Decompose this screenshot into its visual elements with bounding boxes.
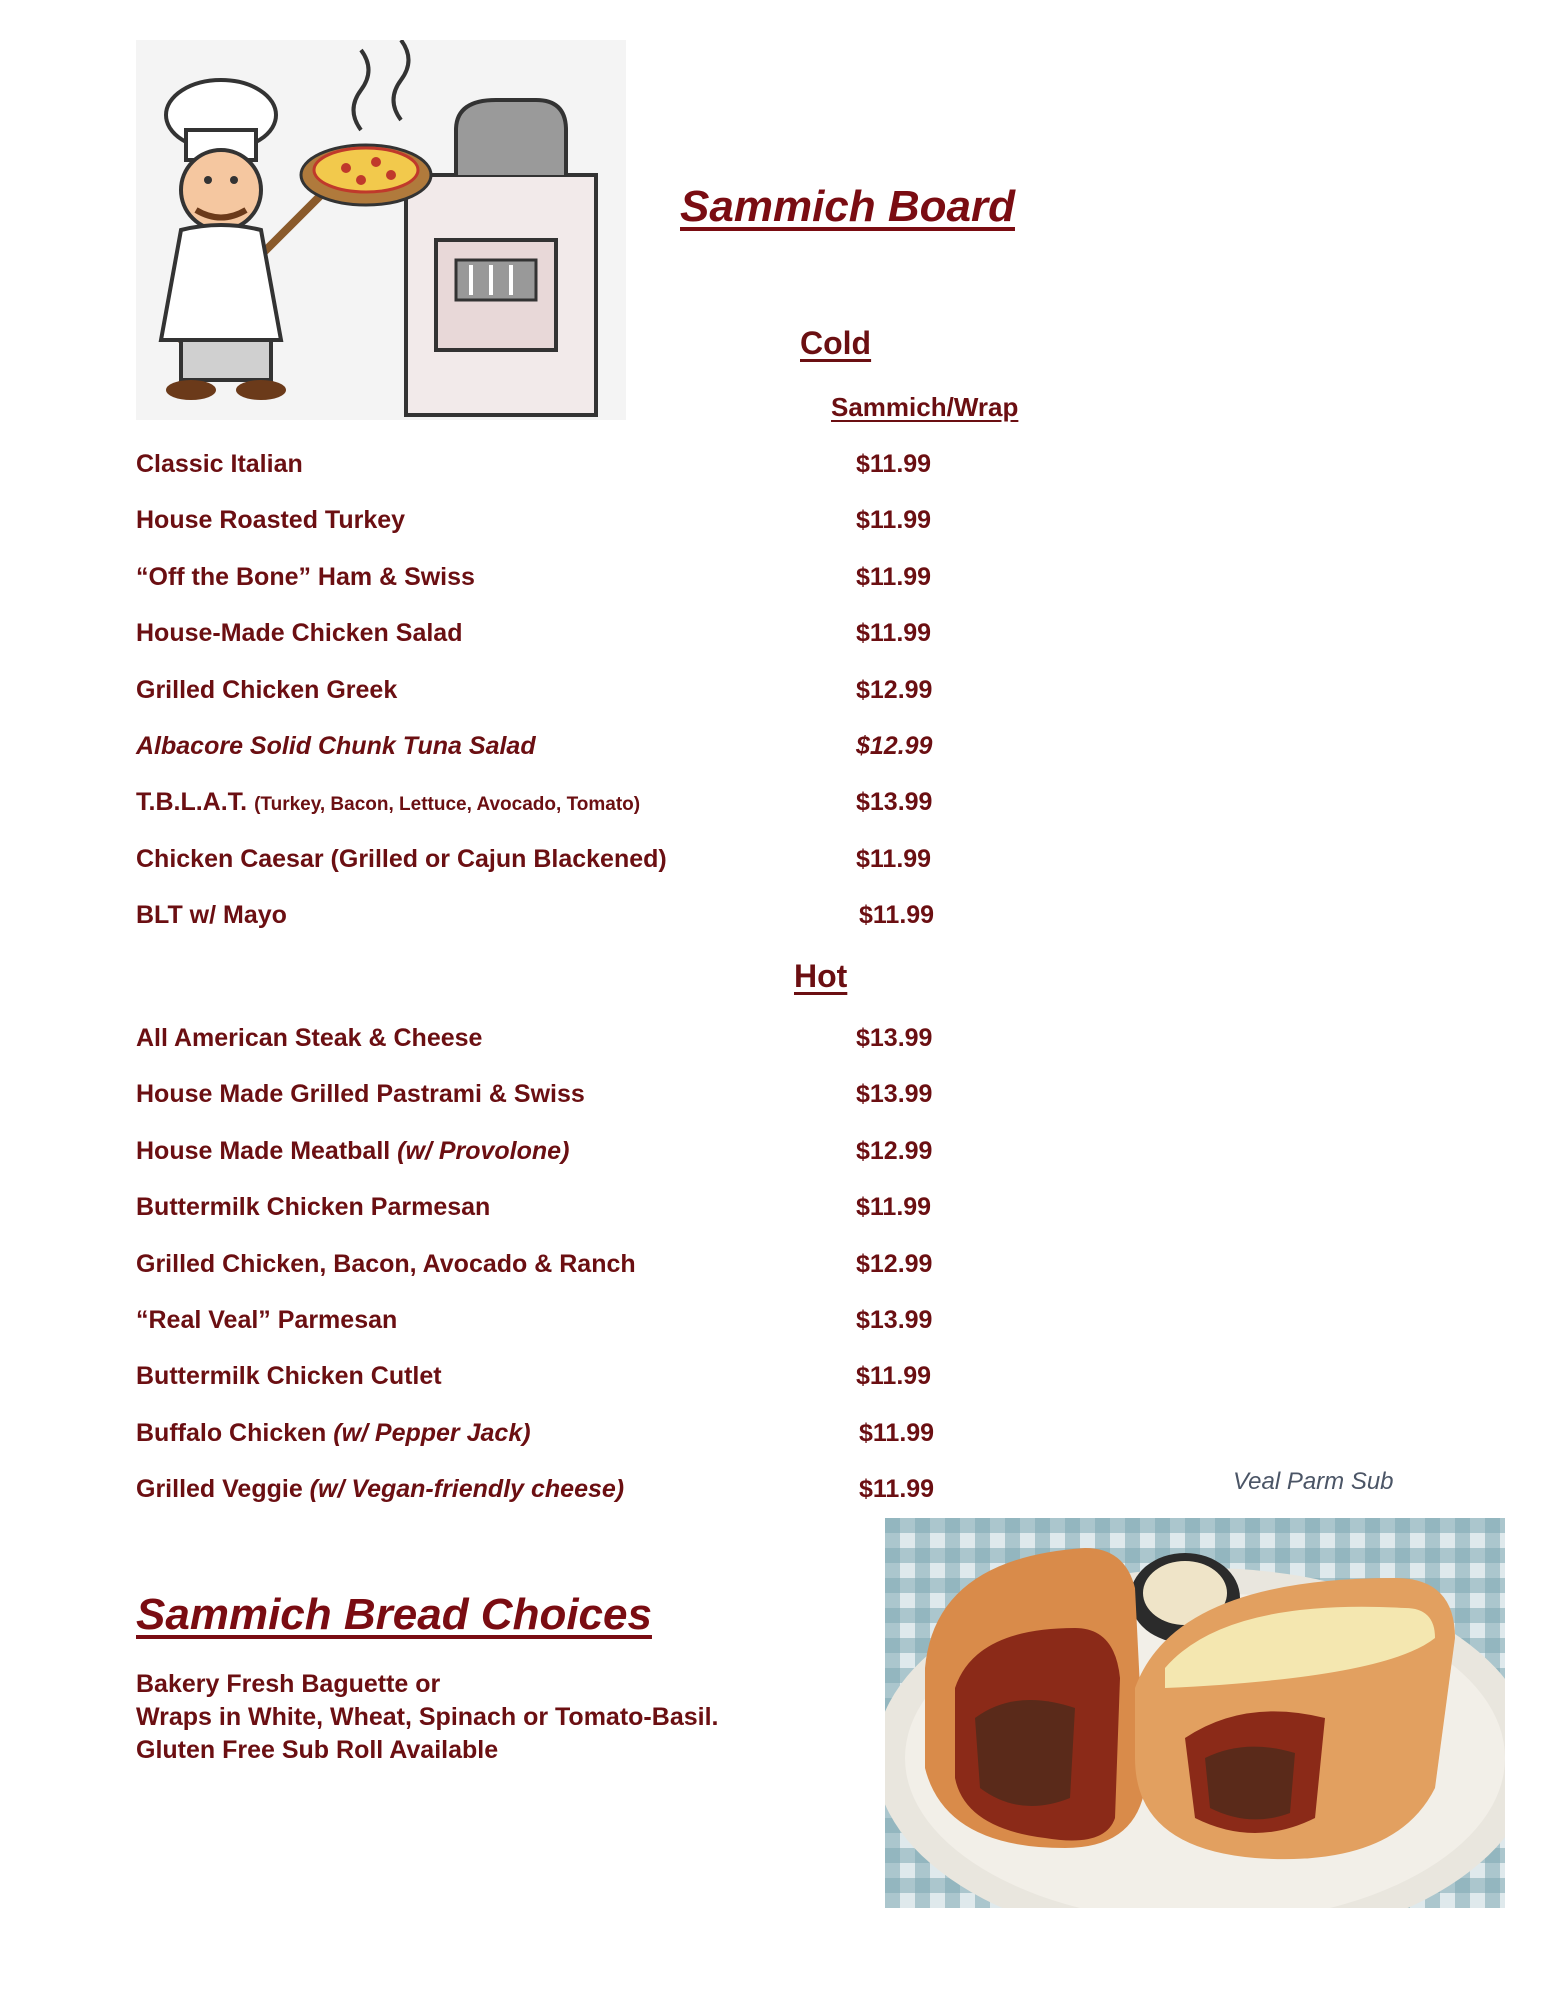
menu-item-note: (w/ Provolone) xyxy=(397,1137,570,1165)
menu-item-name: “Real Veal” Parmesan xyxy=(136,1306,398,1334)
menu-item-price: $11.99 xyxy=(856,563,932,591)
menu-item-name: Buttermilk Chicken Parmesan xyxy=(136,1193,491,1221)
cold-heading: Cold xyxy=(800,325,872,361)
menu-item-note: (w/ Vegan-friendly cheese) xyxy=(309,1475,625,1503)
bread-choice-line: Wraps in White, Wheat, Spinach or Tomato-Basil. xyxy=(136,1703,719,1731)
menu-item-price: $13.99 xyxy=(856,1024,933,1052)
sammich-wrap-heading: Sammich/Wrap xyxy=(831,392,1019,422)
menu-item-name: “Off the Bone” Ham & Swiss xyxy=(136,563,475,591)
menu-item-name: House Made Meatball (w/ Provolone) xyxy=(136,1137,570,1165)
bread-choices-title: Sammich Bread Choices xyxy=(136,1590,652,1639)
menu-item-name: Grilled Veggie (w/ Vegan-friendly cheese) xyxy=(136,1475,625,1503)
photo-caption: Veal Parm Sub xyxy=(1233,1468,1394,1495)
menu-item-price: $11.99 xyxy=(856,845,932,873)
menu-item-price: $12.99 xyxy=(856,1137,933,1165)
menu-item-name: Buttermilk Chicken Cutlet xyxy=(136,1362,442,1390)
chef-illustration xyxy=(136,40,626,420)
menu-item-price: $11.99 xyxy=(859,901,935,929)
menu-item-price: $12.99 xyxy=(856,676,933,704)
menu-item-price: $12.99 xyxy=(856,1250,933,1278)
menu-item-price: $11.99 xyxy=(856,1362,932,1390)
menu-item-name: T.B.L.A.T. (Turkey, Bacon, Lettuce, Avocado, Tomato) xyxy=(136,788,641,816)
menu-item-name: All American Steak & Cheese xyxy=(136,1024,483,1052)
menu-item-name: Chicken Caesar (Grilled or Cajun Blackened) xyxy=(136,845,667,873)
menu-item-name: Buffalo Chicken (w/ Pepper Jack) xyxy=(136,1419,531,1447)
menu-item-price: $12.99 xyxy=(856,732,933,760)
menu-item-name: Grilled Chicken, Bacon, Avocado & Ranch xyxy=(136,1250,636,1278)
menu-item-note: (w/ Pepper Jack) xyxy=(333,1419,531,1447)
menu-item-price: $11.99 xyxy=(856,619,932,647)
menu-item-name: House Roasted Turkey xyxy=(136,506,406,534)
menu-item-price: $11.99 xyxy=(856,506,932,534)
menu-item-price: $11.99 xyxy=(856,1193,932,1221)
menu-item-price: $11.99 xyxy=(859,1419,935,1447)
page-title: Sammich Board xyxy=(680,182,1015,231)
bread-choice-line: Gluten Free Sub Roll Available xyxy=(136,1736,499,1764)
menu-item-note: (Turkey, Bacon, Lettuce, Avocado, Tomato) xyxy=(254,794,641,815)
menu-item-price: $11.99 xyxy=(859,1475,935,1503)
menu-item-price: $13.99 xyxy=(856,1306,933,1334)
menu-item-name: Classic Italian xyxy=(136,450,303,478)
menu-item-name: House-Made Chicken Salad xyxy=(136,619,463,647)
menu-item-price: $13.99 xyxy=(856,788,933,816)
menu-item-name: BLT w/ Mayo xyxy=(136,901,287,929)
menu-item-price: $13.99 xyxy=(856,1080,933,1108)
bread-choice-line: Bakery Fresh Baguette or xyxy=(136,1670,441,1698)
menu-item-name: Albacore Solid Chunk Tuna Salad xyxy=(136,732,536,760)
hot-heading: Hot xyxy=(794,958,848,994)
menu-item-name: House Made Grilled Pastrami & Swiss xyxy=(136,1080,585,1108)
menu-item-price: $11.99 xyxy=(856,450,932,478)
menu-item-name: Grilled Chicken Greek xyxy=(136,676,398,704)
veal-parm-sub-photo xyxy=(885,1518,1505,1908)
